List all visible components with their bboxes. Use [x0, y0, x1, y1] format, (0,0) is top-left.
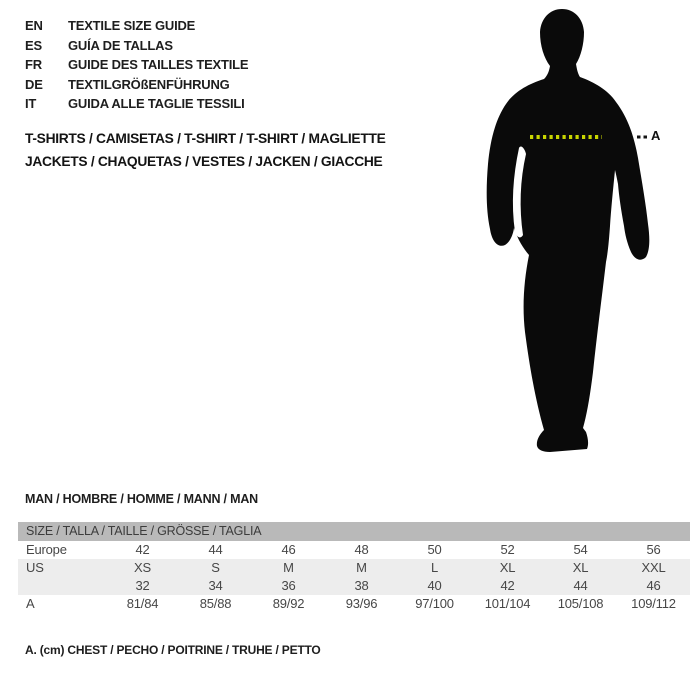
- row-label: [18, 577, 106, 595]
- category-line-jackets: JACKETS / CHAQUETAS / VESTES / JACKEN / GIACCHE: [25, 154, 383, 169]
- size-cell: 81/84: [126, 596, 159, 611]
- language-title: TEXTILGRÖßENFÜHRUNG: [68, 76, 230, 92]
- size-cell: 46: [646, 578, 661, 593]
- size-cell: 85/88: [199, 596, 232, 611]
- size-cell: 42: [500, 578, 515, 593]
- size-table-header: SIZE / TALLA / TAILLE / GRÖSSE / TAGLIA: [18, 522, 690, 541]
- language-row: [25, 36, 248, 56]
- language-row: [25, 55, 248, 75]
- size-cell: XS: [134, 560, 151, 575]
- size-cell: 36: [281, 578, 296, 593]
- size-cell: 101/104: [484, 596, 531, 611]
- row-label: A: [26, 596, 35, 611]
- size-cell: 40: [427, 578, 442, 593]
- size-cell: M: [356, 560, 367, 575]
- language-code: DE: [25, 76, 43, 92]
- size-cell: 44: [208, 542, 223, 557]
- size-cell: 42: [135, 542, 150, 557]
- size-cell: 54: [573, 542, 588, 557]
- language-row: [25, 16, 248, 36]
- size-cell: XL: [499, 560, 516, 575]
- measurement-label-a: A: [651, 128, 661, 143]
- size-cell: 89/92: [272, 596, 305, 611]
- size-cell: 34: [208, 578, 223, 593]
- size-cell: 48: [354, 542, 369, 557]
- row-label: US: [26, 560, 44, 575]
- table-row-chest: [18, 595, 690, 613]
- category-line-tshirts: T-SHIRTS / CAMISETAS / T-SHIRT / T-SHIRT / MAGLIETTE: [25, 131, 386, 146]
- size-cell: 46: [281, 542, 296, 557]
- size-cell: 50: [427, 542, 442, 557]
- language-code: ES: [25, 37, 42, 53]
- table-row-us-numeric: [18, 577, 690, 595]
- row-label: Europe: [26, 542, 67, 557]
- size-cell: L: [430, 560, 439, 575]
- size-table: [18, 522, 690, 613]
- language-title: GUÍA DE TALLAS: [68, 37, 173, 53]
- size-cell: 97/100: [415, 596, 454, 611]
- size-cell: M: [283, 560, 294, 575]
- language-title: GUIDA ALLE TAGLIE TESSILI: [68, 96, 245, 111]
- size-cell: 93/96: [345, 596, 378, 611]
- size-cell: 38: [354, 578, 369, 593]
- language-title: GUIDE DES TAILLES TEXTILE: [68, 57, 249, 72]
- silhouette-path: [487, 9, 650, 452]
- measurement-footnote: A. (cm) CHEST / PECHO / POITRINE / TRUHE / PETTO: [25, 643, 321, 657]
- man-silhouette: [460, 0, 700, 470]
- size-cell: XL: [572, 560, 589, 575]
- table-row-europe: [18, 541, 690, 559]
- language-title: TEXTILE SIZE GUIDE: [68, 18, 196, 33]
- size-cell: S: [211, 560, 220, 575]
- table-row-us: [18, 559, 690, 577]
- language-list: [25, 16, 248, 114]
- size-cell: 105/108: [557, 596, 604, 611]
- language-code: IT: [25, 96, 37, 111]
- product-categories: [25, 127, 386, 173]
- size-cell: 32: [135, 578, 150, 593]
- size-cell: 52: [500, 542, 515, 557]
- language-row: [25, 75, 248, 95]
- size-cell: XXL: [641, 560, 666, 575]
- size-cell: 109/112: [631, 596, 676, 611]
- man-silhouette-figure: [460, 0, 700, 470]
- language-code: FR: [25, 57, 42, 72]
- language-row: [25, 94, 248, 114]
- size-cell: 56: [646, 542, 661, 557]
- size-cell: 44: [573, 578, 588, 593]
- language-code: EN: [25, 18, 43, 33]
- section-title: MAN / HOMBRE / HOMME / MANN / MAN: [25, 492, 258, 506]
